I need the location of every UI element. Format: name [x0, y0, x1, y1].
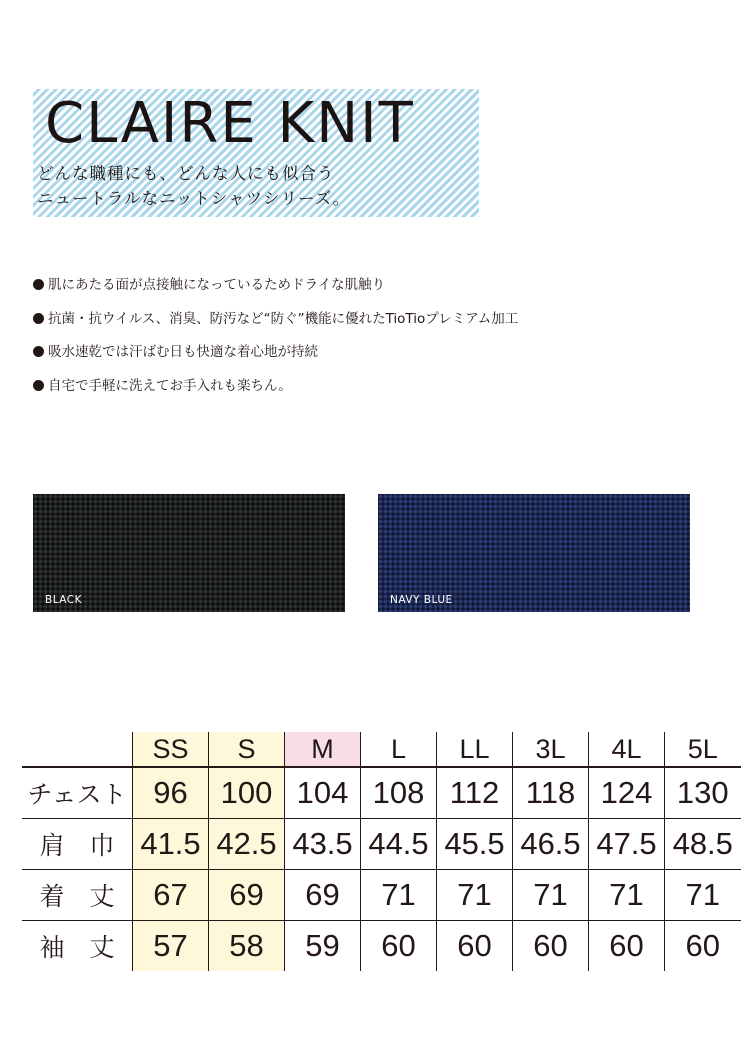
table-cell: 118 [513, 767, 589, 819]
table-cell: 100 [209, 767, 285, 819]
table-cell: 57 [133, 921, 209, 972]
size-header-s: S [209, 732, 285, 767]
table-cell: 96 [133, 767, 209, 819]
table-row [22, 921, 741, 972]
size-header-5l: 5L [665, 732, 741, 767]
bullet-icon [33, 279, 44, 290]
row-label-shoulder: 肩 巾 [22, 819, 133, 870]
table-row [22, 767, 741, 819]
table-cell: 42.5 [209, 819, 285, 870]
tagline-line-1: どんな職種にも、どんな人にも似合う [37, 164, 335, 183]
table-cell: 112 [437, 767, 513, 819]
product-title: CLAIRE KNIT [45, 91, 415, 156]
table-cell: 46.5 [513, 819, 589, 870]
corner-cell [22, 732, 133, 767]
size-header-row [22, 732, 741, 767]
table-cell: 41.5 [133, 819, 209, 870]
table-cell: 69 [209, 870, 285, 921]
table-cell: 48.5 [665, 819, 741, 870]
feature-item: 肌にあたる面が点接触になっているためドライな肌触り [33, 275, 518, 309]
table-cell: 60 [513, 921, 589, 972]
table-cell: 108 [361, 767, 437, 819]
table-cell: 59 [285, 921, 361, 972]
swatch-label: BLACK [45, 594, 83, 606]
row-label-sleeve: 袖 丈 [22, 921, 133, 972]
table-cell: 60 [665, 921, 741, 972]
table-cell: 58 [209, 921, 285, 972]
bullet-icon [33, 380, 44, 391]
tagline-line-2: ニュートラルなニットシャツシリーズ。 [37, 189, 351, 208]
size-header-m: M [285, 732, 361, 767]
table-cell: 60 [589, 921, 665, 972]
size-header-l: L [361, 732, 437, 767]
table-cell: 69 [285, 870, 361, 921]
table-cell: 124 [589, 767, 665, 819]
table-cell: 67 [133, 870, 209, 921]
table-cell: 71 [361, 870, 437, 921]
color-swatch-navy-blue[interactable] [378, 494, 690, 612]
swatch-label: NAVY BLUE [390, 594, 453, 606]
size-header-4l: 4L [589, 732, 665, 767]
size-header-ss: SS [133, 732, 209, 767]
size-chart [22, 732, 741, 971]
table-cell: 60 [361, 921, 437, 972]
table-cell: 71 [437, 870, 513, 921]
row-label-chest: チェスト [22, 767, 133, 819]
feature-list [33, 275, 518, 409]
row-label-length: 着 丈 [22, 870, 133, 921]
size-header-ll: LL [437, 732, 513, 767]
table-cell: 47.5 [589, 819, 665, 870]
bullet-icon [33, 346, 44, 357]
table-row [22, 819, 741, 870]
color-swatch-black[interactable] [33, 494, 345, 612]
table-cell: 60 [437, 921, 513, 972]
table-cell: 71 [589, 870, 665, 921]
feature-item: 抗菌・抗ウイルス、消臭、防汚など“防ぐ”機能に優れたTioTioプレミアム加工 [33, 309, 518, 343]
bullet-icon [33, 313, 44, 324]
feature-item: 自宅で手軽に洗えてお手入れも楽ちん。 [33, 376, 518, 410]
title-banner [33, 89, 479, 217]
table-cell: 130 [665, 767, 741, 819]
product-tagline [37, 161, 350, 211]
table-row [22, 870, 741, 921]
size-header-3l: 3L [513, 732, 589, 767]
feature-item: 吸水速乾では汗ばむ日も快適な着心地が持続 [33, 342, 518, 376]
table-cell: 44.5 [361, 819, 437, 870]
table-cell: 104 [285, 767, 361, 819]
table-cell: 71 [665, 870, 741, 921]
table-cell: 43.5 [285, 819, 361, 870]
table-cell: 45.5 [437, 819, 513, 870]
table-cell: 71 [513, 870, 589, 921]
